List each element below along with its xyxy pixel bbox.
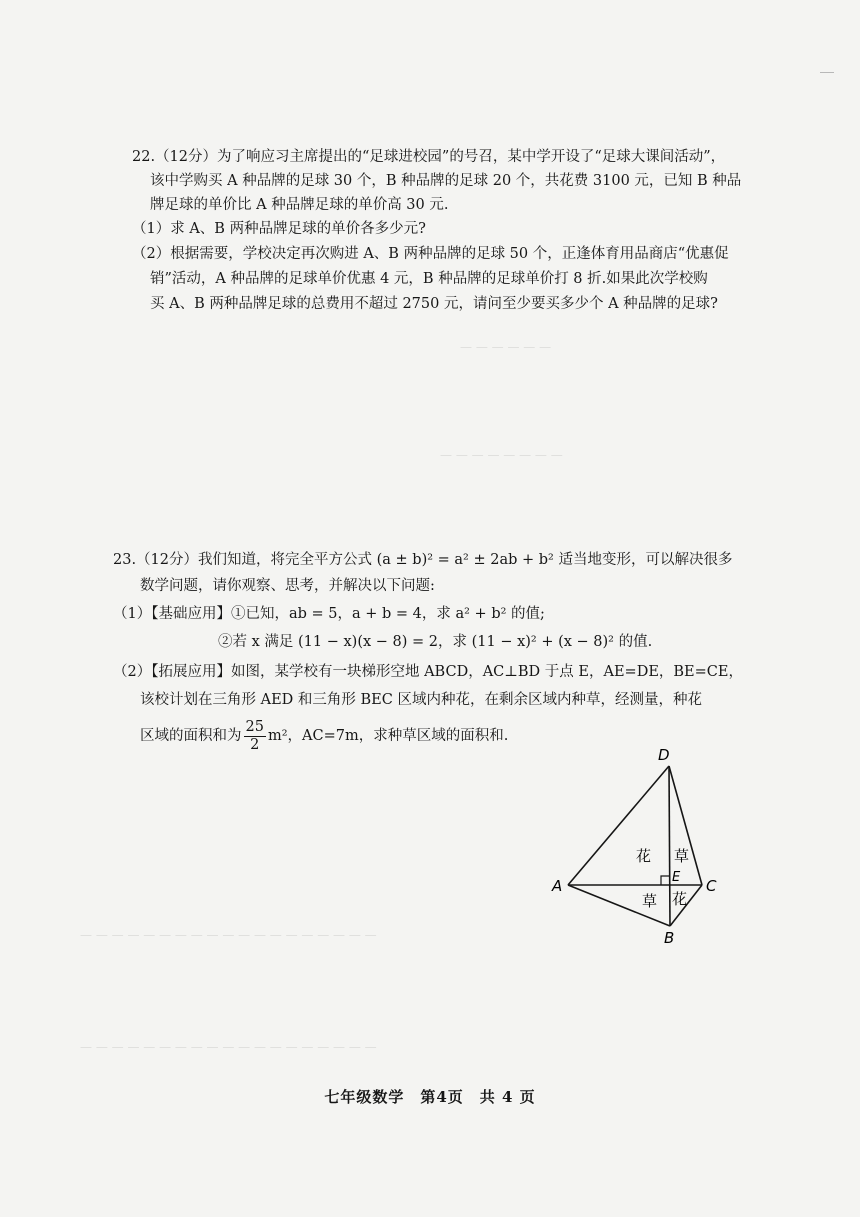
trapezoid-figure	[550, 742, 730, 947]
q23-line: 23.（12分）我们知道，将完全平方公式 (a ± b)² = a² ± 2ab + b² 适当地变形，可以解决很多	[113, 552, 733, 568]
q22-line: 买 A、B 两种品牌足球的总费用不超过 2750 元，请问至少要买多少个 A 种品牌的足球?	[150, 296, 718, 312]
region-label-flower: 花	[636, 847, 652, 865]
page-footer: 七年级数学 第4页 共 4 页	[324, 1088, 536, 1106]
bleed-through-text: — — — — — —	[460, 340, 552, 354]
point-label-A: A	[552, 877, 563, 895]
point-label-C: C	[706, 877, 717, 895]
bleed-through-text: — — — — — — — —	[440, 448, 563, 462]
q22-line: 22.（12分）为了响应习主席提出的“足球进校园”的号召，某中学开设了“足球大课间活动”，	[132, 149, 726, 165]
q23-part-1-sub-2: ②若 x 满足 (11 − x)(x − 8) = 2，求 (11 − x)² + (x − 8)² 的值.	[218, 634, 653, 650]
q22-line: 销”活动，A 种品牌的足球单价优惠 4 元，B 种品牌的足球单价打 8 折.如果此次学校购	[150, 271, 708, 287]
q23-text: 区域的面积和为	[140, 728, 242, 744]
segment-DC	[669, 766, 702, 885]
q22-part-2: （2）根据需要，学校决定再次购进 A、B 两种品牌的足球 50 个，正逢体育用品商店“优惠促	[132, 246, 729, 262]
q23-part-1: （1）【基础应用】①已知，ab = 5，a + b = 4，求 a² + b² 的值;	[113, 606, 545, 622]
region-label-grass: 草	[642, 892, 658, 910]
region-label-flower: 花	[672, 890, 688, 908]
point-label-B: B	[664, 929, 675, 947]
q23-line: 数学问题，请你观察、思考，并解决以下问题:	[140, 578, 435, 594]
region-label-grass: 草	[674, 847, 690, 865]
scan-mark	[820, 72, 834, 73]
q23-part-2: （2）【拓展应用】如图，某学校有一块梯形空地 ABCD，AC⊥BD 于点 E，AE=DE，BE=CE，	[113, 664, 743, 680]
q23-line	[140, 716, 508, 756]
fraction-numerator: 25	[245, 718, 264, 735]
q22-line: 该中学购买 A 种品牌的足球 30 个，B 种品牌的足球 20 个，共花费 3100 元，已知 B 种品	[150, 173, 742, 189]
diagonal-BD	[669, 766, 670, 926]
point-label-E: E	[672, 870, 681, 885]
bleed-through-text: — — — — — — — — — — — — — — — — — — —	[80, 1040, 377, 1054]
q22-line: 牌足球的单价比 A 种品牌足球的单价高 30 元.	[150, 197, 449, 213]
fraction-denominator: 2	[250, 736, 260, 753]
q22-part-1: （1）求 A、B 两种品牌足球的单价各多少元?	[132, 221, 426, 237]
q23-text: m²，AC=7m，求种草区域的面积和.	[267, 728, 509, 744]
point-label-D: D	[658, 746, 670, 764]
q23-line: 该校计划在三角形 AED 和三角形 BEC 区域内种花，在剩余区域内种草，经测量，种花	[140, 692, 702, 708]
right-angle-mark	[661, 876, 669, 885]
fraction	[244, 719, 266, 754]
bleed-through-text: — — — — — — — — — — — — — — — — — — —	[80, 928, 377, 942]
segment-AD	[568, 766, 669, 885]
